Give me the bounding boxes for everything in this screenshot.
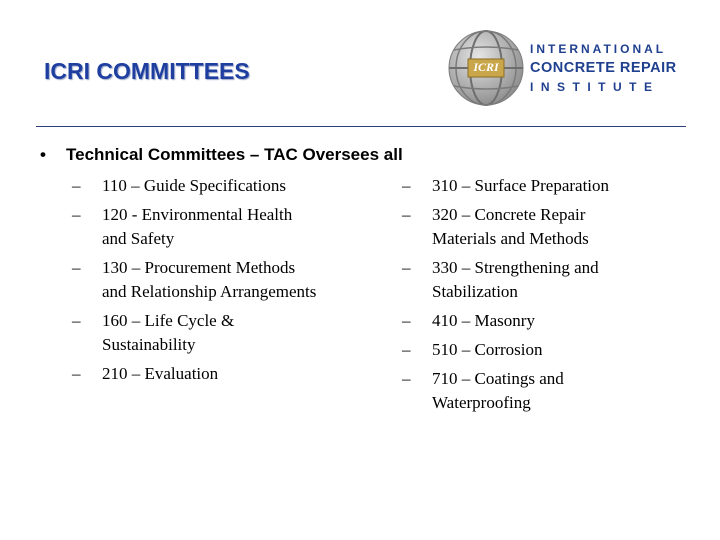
bullet-marker: •: [40, 145, 46, 164]
dash-marker: –: [72, 176, 81, 195]
logo-badge-text: ICRI: [473, 60, 499, 74]
main-bullet: [40, 145, 403, 165]
list-item: [402, 174, 702, 198]
item-line-2: and Relationship Arrangements: [102, 282, 317, 301]
dash-marker: –: [72, 311, 81, 330]
list-item: [72, 203, 372, 251]
item-line-1: 710 – Coatings and: [432, 369, 564, 388]
dash-marker: –: [402, 258, 411, 277]
item-line-2: Waterproofing: [432, 393, 531, 412]
item-line-1: 160 – Life Cycle &: [102, 311, 235, 330]
page-title: ICRI COMMITTEES: [44, 58, 250, 84]
header-divider: [36, 126, 686, 127]
item-line-2: Materials and Methods: [432, 229, 589, 248]
dash-marker: –: [72, 205, 81, 224]
list-item: [402, 309, 702, 333]
item-line-2: Sustainability: [102, 335, 196, 354]
list-item: [402, 256, 702, 304]
bullet-text: Technical Committees – TAC Oversees all: [66, 145, 403, 164]
item-line-1: 130 – Procurement Methods: [102, 258, 296, 277]
item-line-1: 310 – Surface Preparation: [432, 176, 610, 195]
dash-marker: –: [402, 369, 411, 388]
item-line-1: 320 – Concrete Repair: [432, 205, 586, 224]
item-line-1: 410 – Masonry: [432, 311, 535, 330]
item-line-1: 110 – Guide Specifications: [102, 176, 286, 195]
logo-line-international: INTERNATIONAL: [530, 42, 667, 56]
dash-marker: –: [402, 340, 411, 359]
dash-marker: –: [402, 176, 411, 195]
item-line-1: 210 – Evaluation: [102, 364, 219, 383]
dash-marker: –: [402, 205, 411, 224]
dash-marker: –: [402, 311, 411, 330]
dash-marker: –: [72, 258, 81, 277]
item-line-1: 330 – Strengthening and: [432, 258, 599, 277]
list-item: [72, 309, 372, 357]
item-line-1: 120 - Environmental Health: [102, 205, 293, 224]
logo-line-concrete-repair: CONCRETE REPAIR: [530, 60, 677, 76]
list-item: [72, 362, 372, 386]
list-item: [402, 367, 702, 415]
logo-line-institute: INSTITUTE: [530, 80, 660, 94]
left-committee-list: [72, 174, 372, 391]
item-line-2: Stabilization: [432, 282, 518, 301]
list-item: [402, 338, 702, 362]
item-line-1: 510 – Corrosion: [432, 340, 543, 359]
list-item: [72, 174, 372, 198]
icri-logo: [448, 26, 698, 110]
dash-marker: –: [72, 364, 81, 383]
right-committee-list: [402, 174, 702, 420]
list-item: [72, 256, 372, 304]
list-item: [402, 203, 702, 251]
item-line-2: and Safety: [102, 229, 175, 248]
